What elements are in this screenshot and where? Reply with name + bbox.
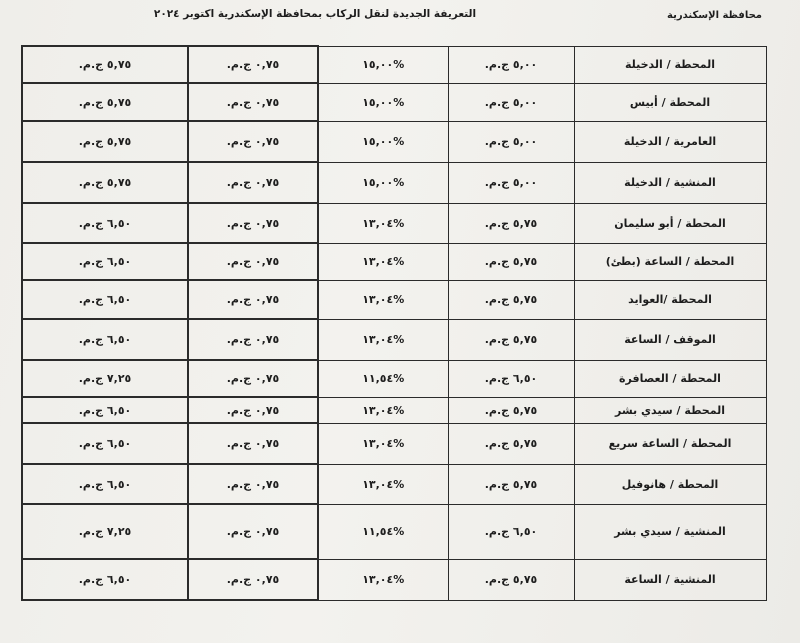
- new-fare-cell: ٦,٥٠ ج.م.: [22, 464, 188, 504]
- percent-cell: %١٣,٠٤: [318, 423, 448, 464]
- new-fare-cell: ٥,٧٥ ج.م.: [22, 162, 188, 203]
- table-row: [22, 559, 766, 600]
- new-fare-cell: ٦,٥٠ ج.م.: [22, 423, 188, 464]
- percent-cell: %١٣,٠٤: [318, 319, 448, 360]
- old-fare-cell: ٥,٧٥ ج.م.: [448, 559, 574, 600]
- old-fare-cell: ٥,٧٥ ج.م.: [448, 423, 574, 464]
- old-fare-cell: ٥,٠٠ ج.م.: [448, 162, 574, 203]
- new-fare-cell: ٦,٥٠ ج.م.: [22, 243, 188, 280]
- table-row: [22, 121, 766, 162]
- old-fare-cell: ٦,٥٠ ج.م.: [448, 504, 574, 559]
- old-fare-cell: ٥,٧٥ ج.م.: [448, 464, 574, 504]
- increase-cell: ٠,٧٥ ج.م.: [188, 280, 318, 319]
- route-cell: المنشية / الساعة: [574, 559, 766, 600]
- old-fare-cell: ٥,٠٠ ج.م.: [448, 83, 574, 121]
- table-row: [22, 397, 766, 423]
- increase-cell: ٠,٧٥ ج.م.: [188, 46, 318, 83]
- new-fare-cell: ٥,٧٥ ج.م.: [22, 121, 188, 162]
- fare-table-body: [22, 46, 766, 600]
- percent-cell: %١٣,٠٤: [318, 397, 448, 423]
- table-row: [22, 423, 766, 464]
- route-cell: المحطة / سيدي بشر: [574, 397, 766, 423]
- increase-cell: ٠,٧٥ ج.م.: [188, 559, 318, 600]
- percent-cell: %١٣,٠٤: [318, 464, 448, 504]
- increase-cell: ٠,٧٥ ج.م.: [188, 319, 318, 360]
- increase-cell: ٠,٧٥ ج.م.: [188, 243, 318, 280]
- increase-cell: ٠,٧٥ ج.م.: [188, 83, 318, 121]
- route-cell: المحطة /العوايد: [574, 280, 766, 319]
- table-row: [22, 504, 766, 559]
- increase-cell: ٠,٧٥ ج.م.: [188, 504, 318, 559]
- increase-cell: ٠,٧٥ ج.م.: [188, 121, 318, 162]
- new-fare-cell: ٥,٧٥ ج.م.: [22, 46, 188, 83]
- percent-cell: %١٥,٠٠: [318, 46, 448, 83]
- route-cell: المنشية / سيدي بشر: [574, 504, 766, 559]
- old-fare-cell: ٥,٧٥ ج.م.: [448, 203, 574, 243]
- new-fare-cell: ٥,٧٥ ج.م.: [22, 83, 188, 121]
- route-cell: الموقف / الساعة: [574, 319, 766, 360]
- route-cell: المحطة / أبو سليمان: [574, 203, 766, 243]
- new-fare-cell: ٦,٥٠ ج.م.: [22, 559, 188, 600]
- table-row: [22, 46, 766, 83]
- governorate-label: محافظة الإسكندرية: [667, 10, 762, 21]
- increase-cell: ٠,٧٥ ج.م.: [188, 464, 318, 504]
- table-row: [22, 162, 766, 203]
- increase-cell: ٠,٧٥ ج.م.: [188, 162, 318, 203]
- old-fare-cell: ٥,٧٥ ج.م.: [448, 243, 574, 280]
- route-cell: المحطة / أبيس: [574, 83, 766, 121]
- table-row: [22, 319, 766, 360]
- percent-cell: %١٣,٠٤: [318, 280, 448, 319]
- increase-cell: ٠,٧٥ ج.م.: [188, 397, 318, 423]
- increase-cell: ٠,٧٥ ج.م.: [188, 423, 318, 464]
- old-fare-cell: ٥,٧٥ ج.م.: [448, 397, 574, 423]
- percent-cell: %١١,٥٤: [318, 360, 448, 397]
- table-row: [22, 360, 766, 397]
- old-fare-cell: ٥,٧٥ ج.م.: [448, 280, 574, 319]
- table-row: [22, 203, 766, 243]
- route-cell: المحطة / العصافرة: [574, 360, 766, 397]
- old-fare-cell: ٦,٥٠ ج.م.: [448, 360, 574, 397]
- new-fare-cell: ٧,٢٥ ج.م.: [22, 360, 188, 397]
- route-cell: المحطة / الساعة (بطئ): [574, 243, 766, 280]
- table-row: [22, 280, 766, 319]
- new-fare-cell: ٦,٥٠ ج.م.: [22, 203, 188, 243]
- fare-table: [21, 45, 767, 601]
- new-fare-cell: ٧,٢٥ ج.م.: [22, 504, 188, 559]
- percent-cell: %١٣,٠٤: [318, 203, 448, 243]
- percent-cell: %١٥,٠٠: [318, 121, 448, 162]
- percent-cell: %١٥,٠٠: [318, 83, 448, 121]
- table-row: [22, 464, 766, 504]
- new-fare-cell: ٦,٥٠ ج.م.: [22, 280, 188, 319]
- route-cell: المحطة / الدخيلة: [574, 46, 766, 83]
- route-cell: العامرية / الدخيلة: [574, 121, 766, 162]
- new-fare-cell: ٦,٥٠ ج.م.: [22, 397, 188, 423]
- table-row: [22, 83, 766, 121]
- increase-cell: ٠,٧٥ ج.م.: [188, 360, 318, 397]
- new-fare-cell: ٦,٥٠ ج.م.: [22, 319, 188, 360]
- old-fare-cell: ٥,٠٠ ج.م.: [448, 121, 574, 162]
- percent-cell: %١٣,٠٤: [318, 243, 448, 280]
- route-cell: المحطة / الساعة سريع: [574, 423, 766, 464]
- increase-cell: ٠,٧٥ ج.م.: [188, 203, 318, 243]
- route-cell: المحطة / هانوفيل: [574, 464, 766, 504]
- percent-cell: %١٥,٠٠: [318, 162, 448, 203]
- percent-cell: %١٣,٠٤: [318, 559, 448, 600]
- table-row: [22, 243, 766, 280]
- old-fare-cell: ٥,٧٥ ج.م.: [448, 319, 574, 360]
- percent-cell: %١١,٥٤: [318, 504, 448, 559]
- route-cell: المنشية / الدخيلة: [574, 162, 766, 203]
- old-fare-cell: ٥,٠٠ ج.م.: [448, 46, 574, 83]
- document-title: التعريفة الجديدة لنقل الركاب بمحافظة الإسكندرية اكتوبر ٢٠٢٤: [153, 8, 477, 20]
